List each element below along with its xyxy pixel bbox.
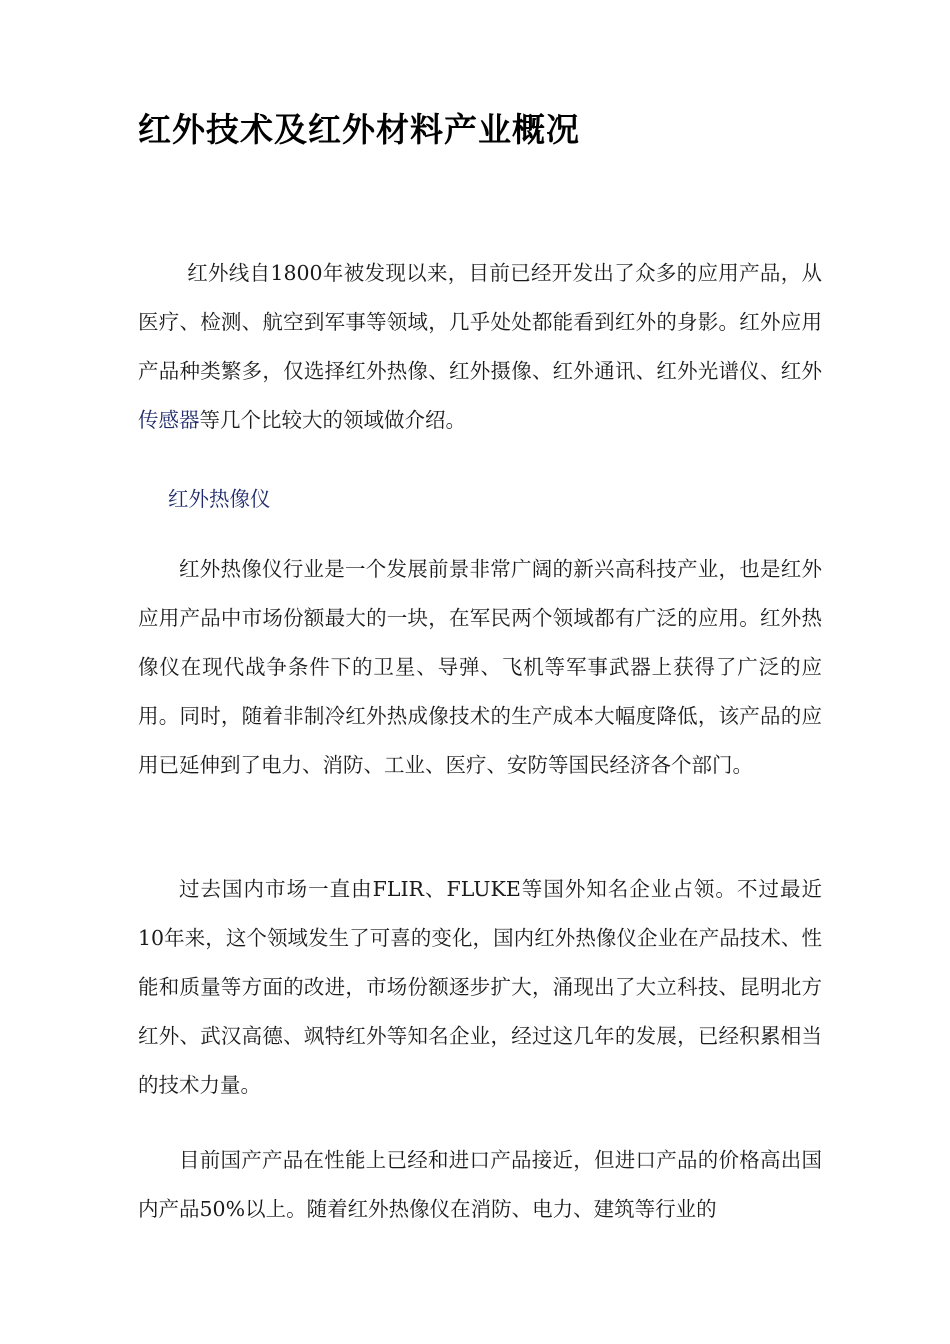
document-title: 红外技术及红外材料产业概况: [138, 110, 580, 149]
sensor-link[interactable]: 传感器: [138, 408, 200, 432]
body-paragraph: 过去国内市场一直由FLIR、FLUKE等国外知名企业占领。不过最近10年来，这个领域发生了可喜的变化，国内红外热像仪企业在产品技术、性能和质量等方面的改进，市场份额逐步扩大，涌现出了大立科技、昆明北方红外、武汉高德、飒特红外等知名企业，经过这几年的发展，已经积累相当的技术力量。: [138, 877, 822, 1097]
intro-text: 红外线自1800年被发现以来，目前已经开发出了众多的应用产品，从医疗、检测、航空到军事等领域，几乎处处都能看到红外的身影。红外应用产品种类繁多，仅选择红外热像、红外摄像、红外通讯、红外光谱仪、红外: [138, 261, 822, 383]
body-paragraph: 目前国产产品在性能上已经和进口产品接近，但进口产品的价格高出国内产品50%以上。随着红外热像仪在消防、电力、建筑等行业的: [138, 1148, 822, 1221]
intro-paragraph: [138, 249, 822, 445]
section-heading-thermal-imager: 红外热像仪: [168, 487, 271, 511]
intro-text-tail: 等几个比较大的领域做介绍。: [199, 408, 466, 432]
body-paragraph: 红外热像仪行业是一个发展前景非常广阔的新兴高科技产业，也是红外应用产品中市场份额最大的一块，在军民两个领域都有广泛的应用。红外热像仪在现代战争条件下的卫星、导弹、飞机等军事武器上获得了广泛的应用。同时，随着非制冷红外热成像技术的生产成本大幅度降低，该产品的应用已延伸到了电力、消防、工业、医疗、安防等国民经济各个部门。: [138, 557, 822, 777]
